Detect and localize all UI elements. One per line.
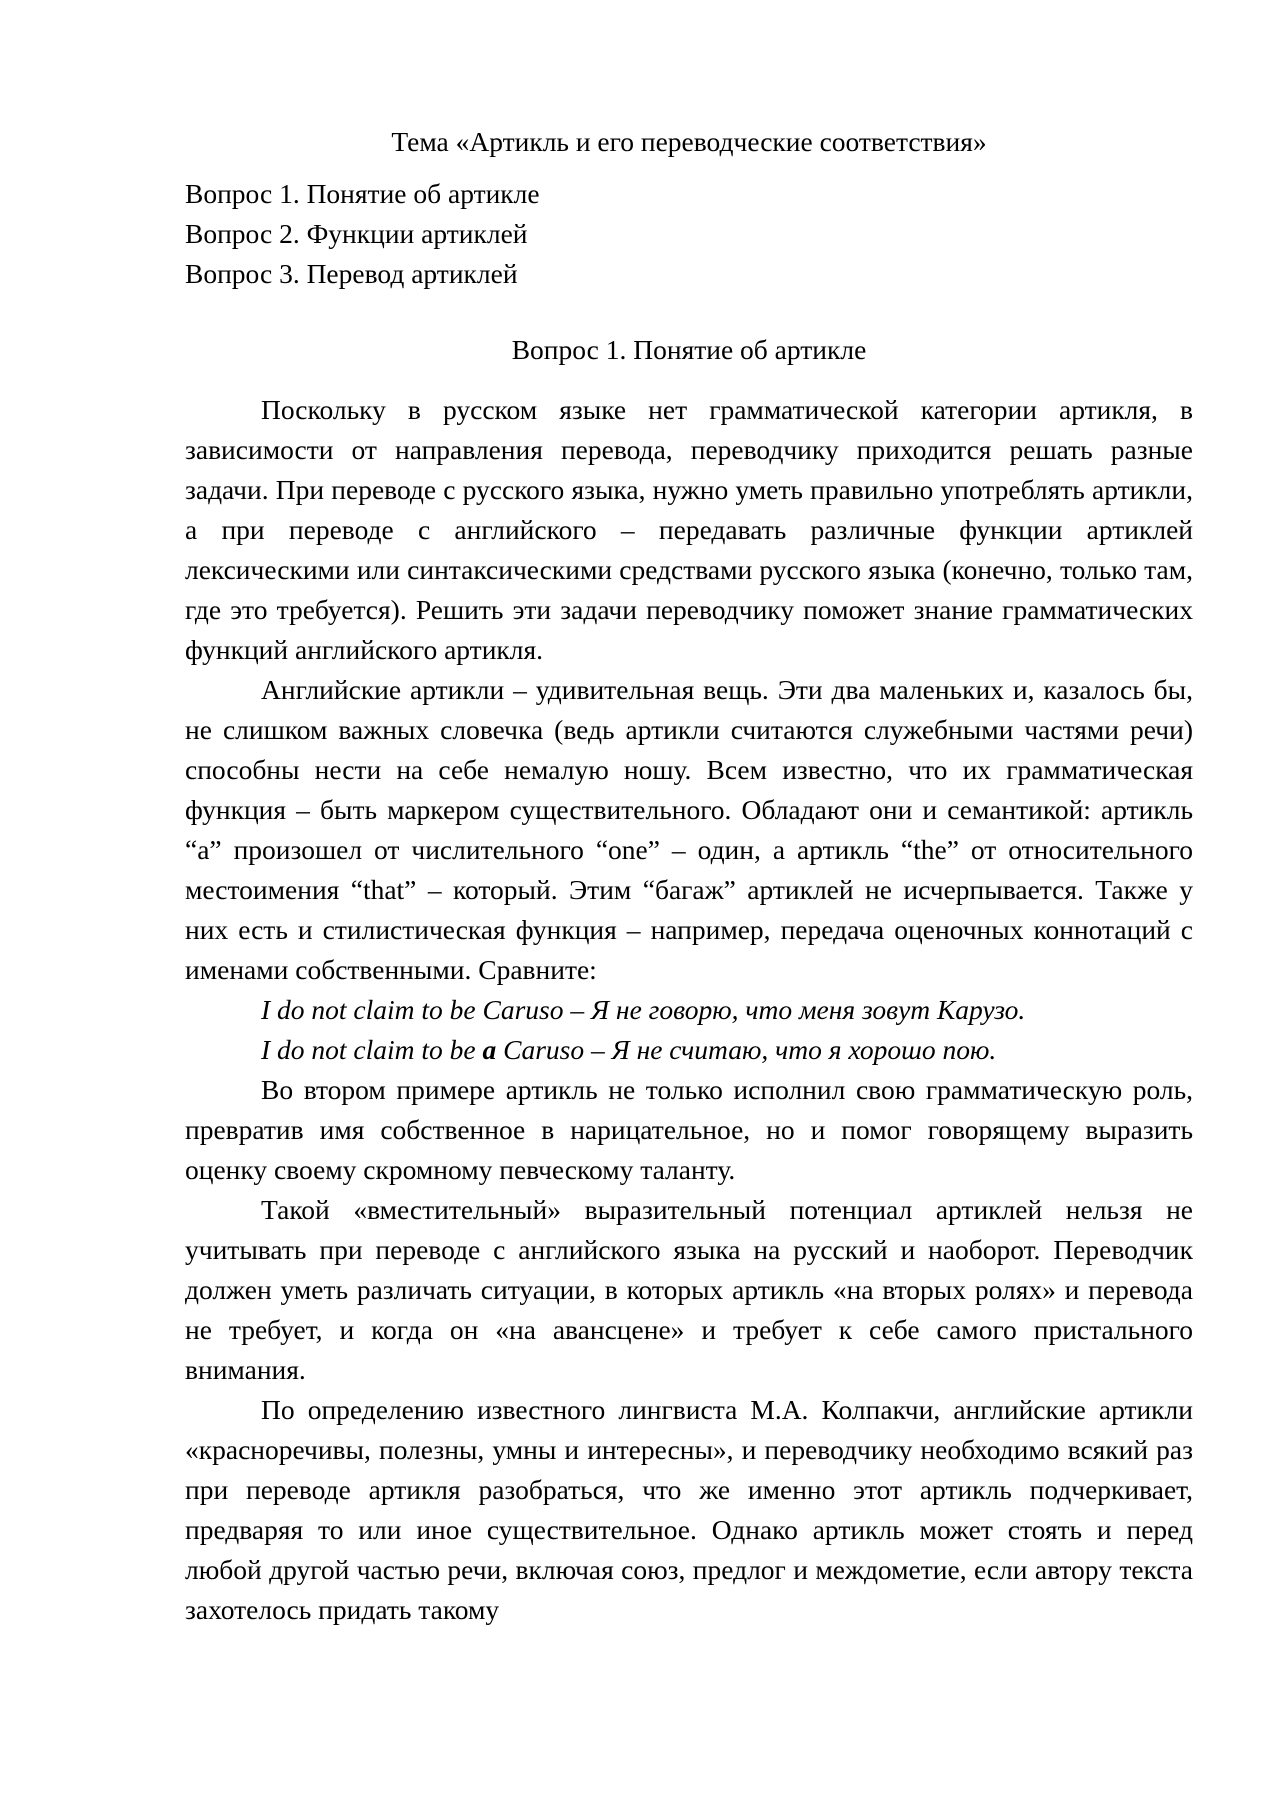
paragraph-2: Английские артикли – удивительная вещь. Эти два маленьких и, казалось бы, не слишком важных словечка (ведь артикли считаются служебными частями речи) способны нести на себе немалую ношу. Всем известно, что их грамматическая функция – быть маркером существительного. Обладают они и семантикой: артикль “a” произошел от числительного “one” – один, а артикль “the” от относительного местоимения “that” – который. Этим “багаж” артиклей не исчерпывается. Также у них есть и стилистическая функция – например, передача оценочных коннотаций с именами собственными. Сравните: xyxy=(185,674,1193,985)
question-item-2: Вопрос 2. Функции артиклей xyxy=(185,218,528,249)
example-1: I do not claim to be Caruso – Я не говорю, что меня зовут Карузо. xyxy=(261,994,1026,1025)
example-2-end: Caruso – Я не считаю, что я хорошо пою. xyxy=(496,1034,997,1065)
paragraph-5: По определению известного лингвиста М.А. Колпакчи, английские артикли «красноречивы, полезны, умны и интересны», и переводчику необходимо всякий раз при переводе артикля разобраться, что же именно этот артикль подчеркивает, предваряя то или иное существительное. Однако артикль может стоять и перед любой другой частью речи, включая союз, предлог и междометие, если автору текста захотелось придать такому xyxy=(185,1394,1193,1625)
question-item-1: Вопрос 1. Понятие об артикле xyxy=(185,178,540,209)
example-2-start: I do not claim to be xyxy=(261,1034,483,1065)
document-title: Тема «Артикль и его переводческие соответствия» xyxy=(391,126,987,157)
question-list xyxy=(185,174,1193,294)
paragraph-1: Поскольку в русском языке нет грамматической категории артикля, в зависимости от направления перевода, переводчику приходится решать разные задачи. При переводе с русского языка, нужно уметь правильно употреблять артикли, а при переводе с английского – передавать различные функции артиклей лексическими или синтаксическими средствами русского языка (конечно, только там, где это требуется). Решить эти задачи переводчику поможет знание грамматических функций английского артикля. xyxy=(185,394,1193,665)
question-item-3: Вопрос 3. Перевод артиклей xyxy=(185,258,518,289)
paragraph-4: Такой «вместительный» выразительный потенциал артиклей нельзя не учитывать при переводе с английского языка на русский и наоборот. Переводчик должен уметь различать ситуации, в которых артикль «на вторых ролях» и перевода не требует, и когда он «на авансцене» и требует к себе самого пристального внимания. xyxy=(185,1194,1193,1385)
example-2 xyxy=(185,1030,1193,1070)
paragraph-3: Во втором примере артикль не только исполнил свою грамматическую роль, превратив имя собственное в нарицательное, но и помог говорящему выразить оценку своему скромному певческому таланту. xyxy=(185,1074,1193,1185)
section-heading: Вопрос 1. Понятие об артикле xyxy=(511,334,867,365)
example-2-article: a xyxy=(482,1034,497,1065)
